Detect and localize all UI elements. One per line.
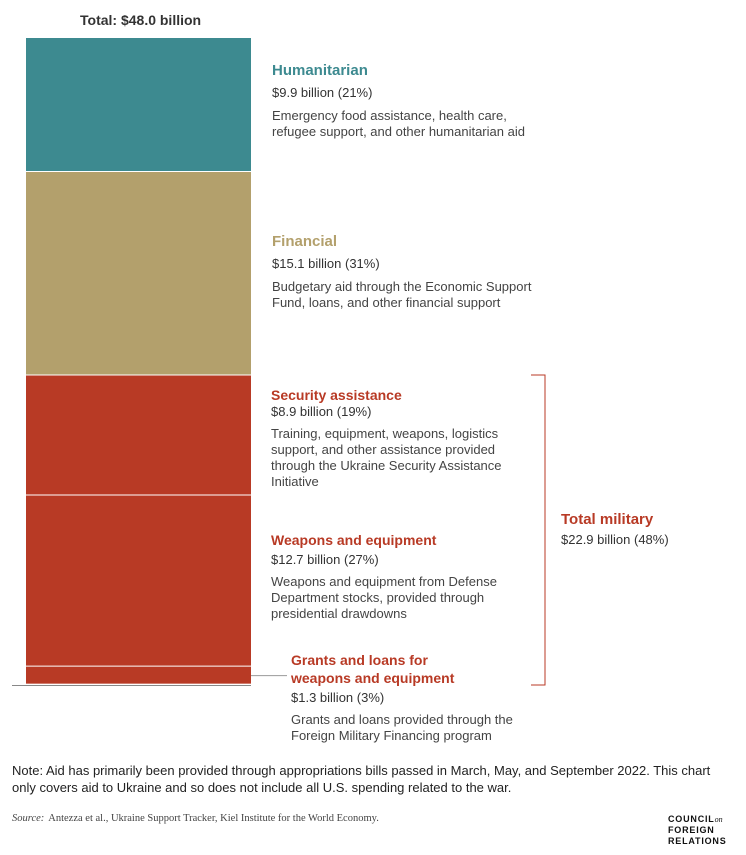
label-weapons-equipment-value: $12.7 billion (27%) (271, 552, 379, 567)
label-financial-desc: Budgetary aid through the Economic Support Fund, loans, and other financial support (272, 279, 532, 310)
label-humanitarian-desc: Emergency food assistance, health care, refugee support, and other humanitarian aid (272, 108, 525, 139)
source-text: Antezza et al., Ukraine Support Tracker, Kiel Institute for the World Economy. (48, 813, 379, 824)
label-financial-title: Financial (272, 233, 338, 250)
label-security-assistance-value: $8.9 billion (19%) (271, 404, 372, 419)
label-humanitarian-value: $9.9 billion (21%) (272, 85, 373, 100)
logo-on: on (714, 815, 723, 824)
chart-source (12, 813, 379, 824)
label-grants-loans-title: Grants and loans for weapons and equipment (291, 652, 455, 686)
label-security-assistance (271, 386, 571, 490)
label-weapons-equipment (271, 531, 571, 622)
logo-line2: FOREIGN (668, 825, 715, 835)
bar-segment-financial (26, 171, 251, 375)
cfr-logo (668, 814, 727, 847)
label-humanitarian-title: Humanitarian (272, 62, 368, 79)
label-grants-loans-value: $1.3 billion (3%) (291, 690, 385, 705)
label-total-military-value: $22.9 billion (48%) (561, 532, 669, 547)
logo-line1: COUNCIL (668, 814, 715, 824)
bar-segment-humanitarian (26, 38, 251, 171)
label-security-assistance-title: Security assistance (271, 387, 402, 403)
bar-segment-grants-loans (26, 666, 251, 684)
label-security-assistance-desc: Training, equipment, weapons, logistics support, and other assistance provided through the Ukraine Security Assistance Initiative (271, 426, 502, 489)
chart-note: Note: Aid has primarily been provided through appropriations bills passed in March, May, and September 2022. This chart only covers aid to Ukraine and so does not include all U.S. spending related to the war. (12, 763, 711, 795)
label-weapons-equipment-desc: Weapons and equipment from Defense Department stocks, provided through presidential drawdowns (271, 574, 497, 621)
label-total-military-title: Total military (561, 511, 654, 528)
label-grants-loans-desc: Grants and loans provided through the Foreign Military Financing program (291, 712, 513, 743)
label-humanitarian (272, 62, 572, 140)
label-financial-value: $15.1 billion (31%) (272, 256, 380, 271)
chart-title: Total: $48.0 billion (80, 12, 202, 28)
bar-segment-weapons-equipment (26, 495, 251, 666)
label-financial (272, 233, 572, 311)
source-label: Source: (12, 813, 45, 824)
label-total-military (561, 511, 741, 548)
label-weapons-equipment-title: Weapons and equipment (271, 532, 437, 548)
bar-segment-security-assistance (26, 375, 251, 495)
label-grants-loans (291, 651, 531, 744)
logo-line3: RELATIONS (668, 836, 727, 846)
